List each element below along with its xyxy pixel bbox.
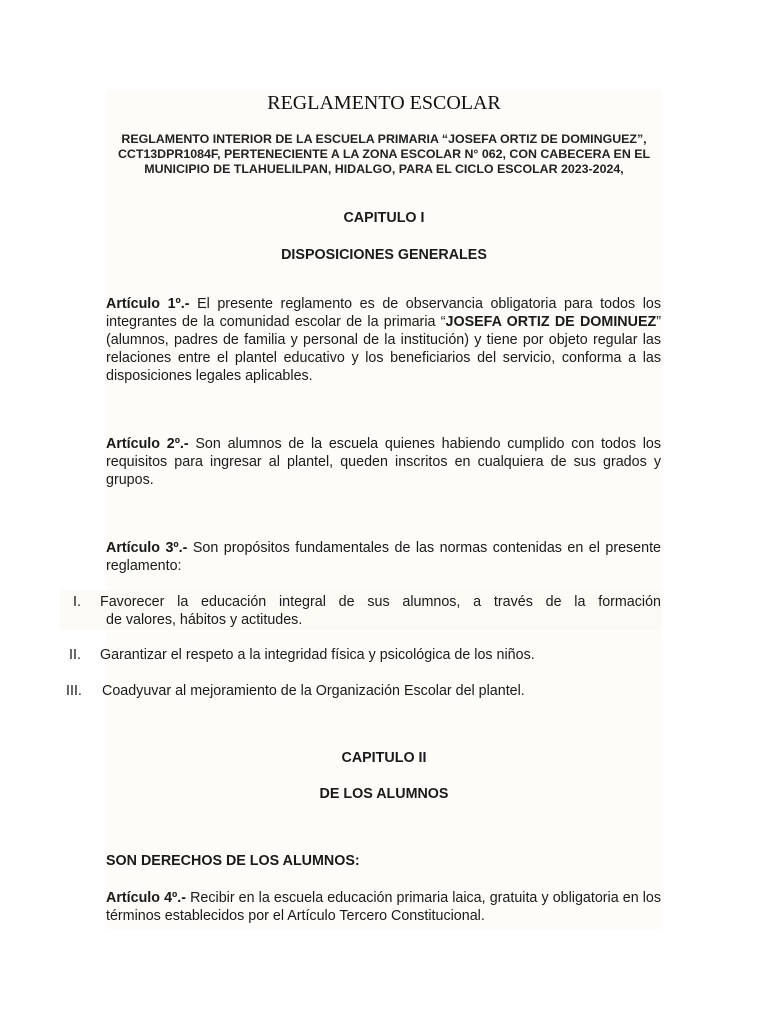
article-1: [106, 295, 661, 385]
chapter-1-name: DISPOSICIONES GENERALES: [281, 247, 487, 263]
document-title: REGLAMENTO ESCOLAR: [267, 92, 501, 114]
list-item-1-line-2: de valores, hábitos y actitudes.: [106, 612, 303, 628]
article-2: [106, 435, 661, 489]
article-1-text-a: El presente reglamento es de observancia obligatoria para todos los integrantes de la comunidad escolar de la primaria “: [106, 296, 662, 330]
list-number-2: II.: [69, 647, 81, 663]
subtitle-line: MUNICIPIO DE TLAHUELILPAN, HIDALGO, PARA EL CICLO ESCOLAR 2023-2024,: [144, 162, 624, 176]
article-2-label: Artículo 2º.-: [106, 436, 189, 452]
rights-heading: SON DERECHOS DE LOS ALUMNOS:: [106, 853, 360, 869]
document-subtitle: [106, 132, 662, 177]
list-item-1-line-1: Favorecer la educación integral de sus alumnos, a través de la formación: [100, 594, 661, 610]
list-item-3: Coadyuvar al mejoramiento de la Organización Escolar del plantel.: [102, 683, 525, 699]
article-4-text: Recibir en la escuela educación primaria laica, gratuita y obligatoria en los términos establecidos por el Artículo Tercero Constitucional.: [106, 890, 662, 924]
article-2-text: Son alumnos de la escuela quienes habiendo cumplido con todos los requisitos para ingresar al plantel, queden inscritos en cualquiera de sus grados y grupos.: [106, 436, 661, 488]
article-4-label: Artículo 4º.-: [106, 890, 187, 906]
article-1-label: Artículo 1º.-: [106, 296, 190, 312]
chapter-2-number: CAPITULO II: [341, 750, 427, 766]
chapter-2-name: DE LOS ALUMNOS: [319, 786, 449, 802]
article-4: [106, 889, 661, 925]
article-1-school-name: JOSEFA ORTIZ DE DOMINUEZ: [445, 314, 657, 330]
article-3-label: Artículo 3º.-: [106, 540, 188, 556]
list-item-1: [100, 593, 661, 629]
article-3: [106, 539, 661, 575]
subtitle-line: REGLAMENTO INTERIOR DE LA ESCUELA PRIMARIA “JOSEFA ORTIZ DE DOMINGUEZ”,: [121, 132, 647, 146]
article-3-text: Son propósitos fundamentales de las normas contenidas en el presente reglamento:: [106, 540, 662, 574]
list-number-3: III.: [66, 683, 82, 699]
article-1-text-b: ” (alumnos, padres de familia y personal de la institución) y tiene por objeto regular las relaciones entre el plantel educativo y los beneficiarios del servicio, conforma a las disposiciones legales aplicables.: [106, 314, 661, 384]
subtitle-line: CCT13DPR1084F, PERTENECIENTE A LA ZONA ESCOLAR N° 062, CON CABECERA EN EL: [117, 147, 651, 161]
chapter-1-number: CAPITULO I: [343, 210, 425, 226]
list-item-2: Garantizar el respeto a la integridad física y psicológica de los niños.: [100, 647, 535, 663]
list-number-1: I.: [73, 594, 81, 610]
